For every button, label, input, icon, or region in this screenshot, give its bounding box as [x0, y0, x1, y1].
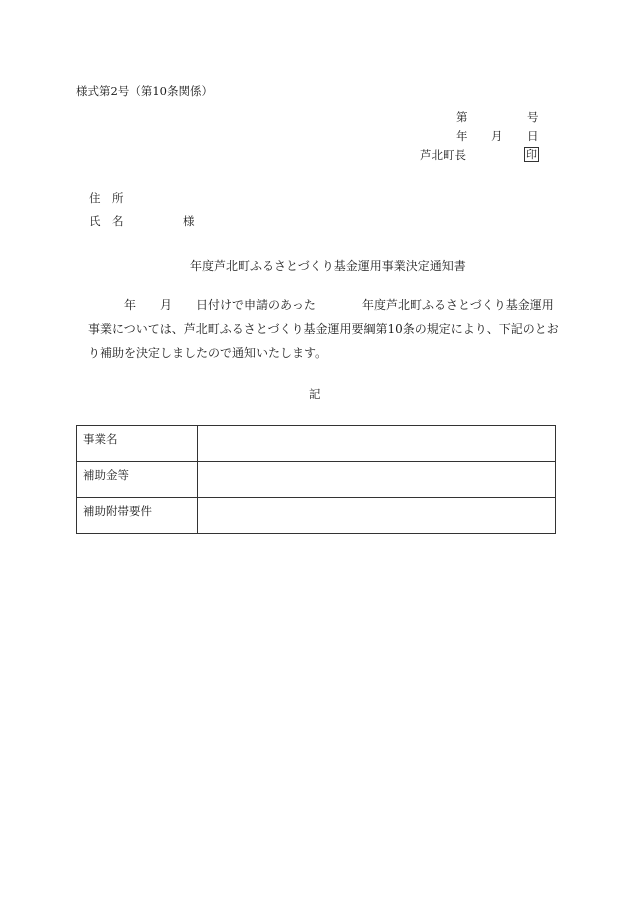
table-cell-value [198, 498, 556, 534]
honorific: 様 [183, 214, 195, 228]
doc-number-prefix: 第 [456, 110, 468, 124]
body-line1-tail: 年度芦北町ふるさとづくり基金運用 [362, 298, 554, 312]
table-cell-label: 補助附帯要件 [77, 498, 198, 534]
body-month: 月 [160, 298, 173, 312]
address-label: 住 所 [89, 191, 124, 205]
note-heading: 記 [309, 387, 321, 401]
doc-number-suffix: 号 [527, 110, 539, 124]
body-year: 年 [124, 298, 137, 312]
details-table [76, 425, 556, 534]
seal-mark [524, 147, 539, 162]
table-row [77, 462, 556, 498]
body-line3: り補助を決定しましたので通知いたします。 [88, 346, 328, 360]
issuer-name: 芦北町長 [420, 148, 466, 162]
table-row [77, 426, 556, 462]
document-title: 年度芦北町ふるさとづくり基金運用事業決定通知書 [190, 259, 466, 273]
date-year: 年 [456, 129, 468, 143]
body-line2: 事業については、芦北町ふるさとづくり基金運用要綱第10条の規定により、下記のとお [88, 322, 559, 336]
name-label: 氏 名 [89, 214, 124, 228]
body-line1-text: 日付けで申請のあった [196, 298, 316, 312]
seal-text: 印 [526, 148, 537, 161]
table-cell-value [198, 426, 556, 462]
table-cell-value [198, 462, 556, 498]
table-cell-label: 補助金等 [77, 462, 198, 498]
form-number: 様式第2号（第10条関係） [76, 84, 213, 98]
table-row [77, 498, 556, 534]
table-cell-label: 事業名 [77, 426, 198, 462]
date-day: 日 [527, 129, 539, 143]
date-month: 月 [491, 129, 503, 143]
